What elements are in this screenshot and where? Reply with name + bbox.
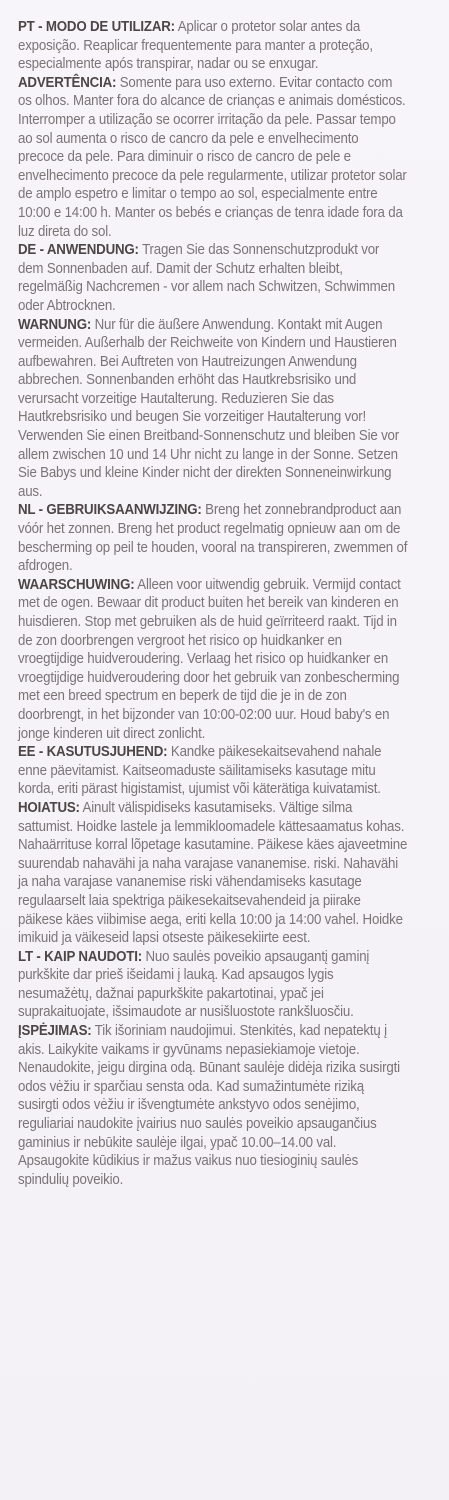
section-text: Aplicar o protetor solar antes da exposição. Reaplicar frequentemente para manter a proteção, especialmente após transpirar, nadar ou se enxugar.: [18, 19, 373, 73]
section-heading: PT - MODO DE UTILIZAR:: [18, 19, 175, 35]
section-heading: WARNUNG:: [18, 316, 92, 333]
section-heading: WAARSCHUWING:: [18, 576, 135, 593]
section-text: Breng het zonnebrandproduct aan vóór het zonnen. Breng het product regelmatig opnieuw aan om de bescherming op peil te houden, vooral na transpireren, zwemmen of afdrogen.: [18, 502, 408, 575]
section-text: Kandke päikesekaitsevahend nahale enne päevitamist. Kaitseomaduste säilitamiseks kasutage mitu korda, eriti pärast higistamist, ujumist või käterätiga kuivatamist.: [18, 744, 382, 798]
section-text: Tragen Sie das Sonnenschutzprodukt vor dem Sonnenbaden auf. Damit der Schutz erhalten bleibt, regelmäßig Nachcremen - vor allem nach Schwitzen, Schwimmen oder Abtrocknen.: [18, 242, 395, 314]
section-heading: EE - KASUTUSJUHEND:: [18, 744, 168, 761]
section-nl-usage: [18, 501, 408, 575]
section-heading: HOIATUS:: [18, 799, 80, 816]
section-ee-warning: [18, 799, 408, 948]
section-heading: ĮSPĖJIMAS:: [18, 1023, 92, 1040]
section-pt-warning: [18, 74, 408, 241]
section-ee-usage: [18, 743, 408, 799]
section-text: Somente para uso externo. Evitar contacto com os olhos. Manter fora do alcance de crianças e animais domésticos. Interromper a utilização se ocorrer irritação da pele. Passar tempo ao sol aumenta o risco de cancro da pele e envelhecimento precoce da pele. Para diminuir o risco de cancro de pele e envelhecimento precoce da pele regularmente, utilizar protetor solar de amplo espetro e limitar o tempo ao sol, especialmente entre 10:00 e 14:00 h. Manter os bebés e crianças de tenra idade fora da luz direta do sol.: [18, 74, 407, 240]
section-text: Tik išoriniam naudojimui. Stenkitės, kad nepatektų į akis. Laikykite vaikams ir gyvūnams nepasiekiamoje vietoje. Nenaudokite, jeigu dirgina odą. Būnant saulėje didėja rizika susirgti odos vėžiu ir sparčiau sensta oda. Kad sumažintumėte riziką susirgti odos vėžiu ir išvengtumėte ankstyvo odos senėjimo, reguliariai naudokite įvairius nuo saulės poveikio apsaugančius gaminius ir nebūkite saulėje ilgai, ypač 10.00–14.00 val. Apsaugokite kūdikius ir mažus vaikus nuo tiesioginių saulės spindulių poveikio.: [18, 1023, 400, 1188]
section-lt-usage: [18, 948, 408, 1022]
section-text: Alleen voor uitwendig gebruik. Vermijd contact met de ogen. Bewaar dit product buiten het bereik van kinderen en huisdieren. Stop met gebruiken als de huid geïrriteerd raakt. Tijd in de zon doorbrengen vergroot het risico op huidkanker en vroegtijdige huidveroudering. Verlaag het risico op huidkanker en vroegtijdige huidveroudering door het gebruik van zonbescherming met een breed spectrum en beperk de tijd die je in de zon doorbrengt, in het bijzonder van 10:00-02:00 uur. Houd baby's en jonge kinderen uit direct zonlicht.: [18, 576, 401, 742]
section-heading: NL - GEBRUIKSAANWIJZING:: [18, 502, 202, 519]
section-heading: LT - KAIP NAUDOTI:: [18, 948, 142, 965]
section-heading: ADVERTÊNCIA:: [18, 74, 117, 91]
section-text: Nuo saulės poveikio apsaugantį gaminį purkškite dar prieš išeidami į lauką. Kad apsaugos lygis nesumažėtų, dažnai papurkškite pakartotinai, ypač jei suprakaituojate, išsimaudote ar nusišluostote rankšluosčiu.: [18, 948, 370, 1021]
section-nl-warning: [18, 576, 408, 743]
section-text: Ainult välispidiseks kasutamiseks. Vältige silma sattumist. Hoidke lastele ja lemmikloomadele kättesaamatus kohas. Nahaärrituse korral lõpetage kasutamine. Päikese käes ajaveetmine suurendab nahavähi ja naha varajase vananemise. riski. Nahavähi ja naha varajase vananemise riski vähendamiseks kasutage regulaarselt laia spektriga päikesekaitsevahendeid ja piirake päikese käes viibimise aega, eriti kella 10:00 ja 14:00 vahel. Hoidke imikuid ja väikeseid lapsi otseste päikesekiirte eest.: [18, 799, 408, 947]
instructions-text-block: [18, 18, 408, 1189]
section-de-usage: [18, 241, 408, 315]
section-text: Nur für die äußere Anwendung. Kontakt mit Augen vermeiden. Außerhalb der Reichweite von Kindern und Haustieren aufbewahren. Bei Auftreten von Hautreizungen Anwendung abbrechen. Sonnenbanden erhöht das Hautkrebsrisiko und verursacht vorzeitige Hautalterung. Reduzieren Sie das Hautkrebsrisiko und beugen Sie vorzeitiger Hautalterung vor! Verwenden Sie einen Breitband-Sonnenschutz und bleiben Sie vor allem zwischen 10 und 14 Uhr nicht zu lange in der Sonne. Setzen Sie Babys und kleine Kinder nicht der direkten Sonneneinwirkung aus.: [18, 316, 399, 500]
section-heading: DE - ANWENDUNG:: [18, 242, 139, 259]
section-pt-usage: [18, 18, 408, 74]
section-lt-warning: [18, 1022, 408, 1189]
section-de-warning: [18, 316, 408, 502]
